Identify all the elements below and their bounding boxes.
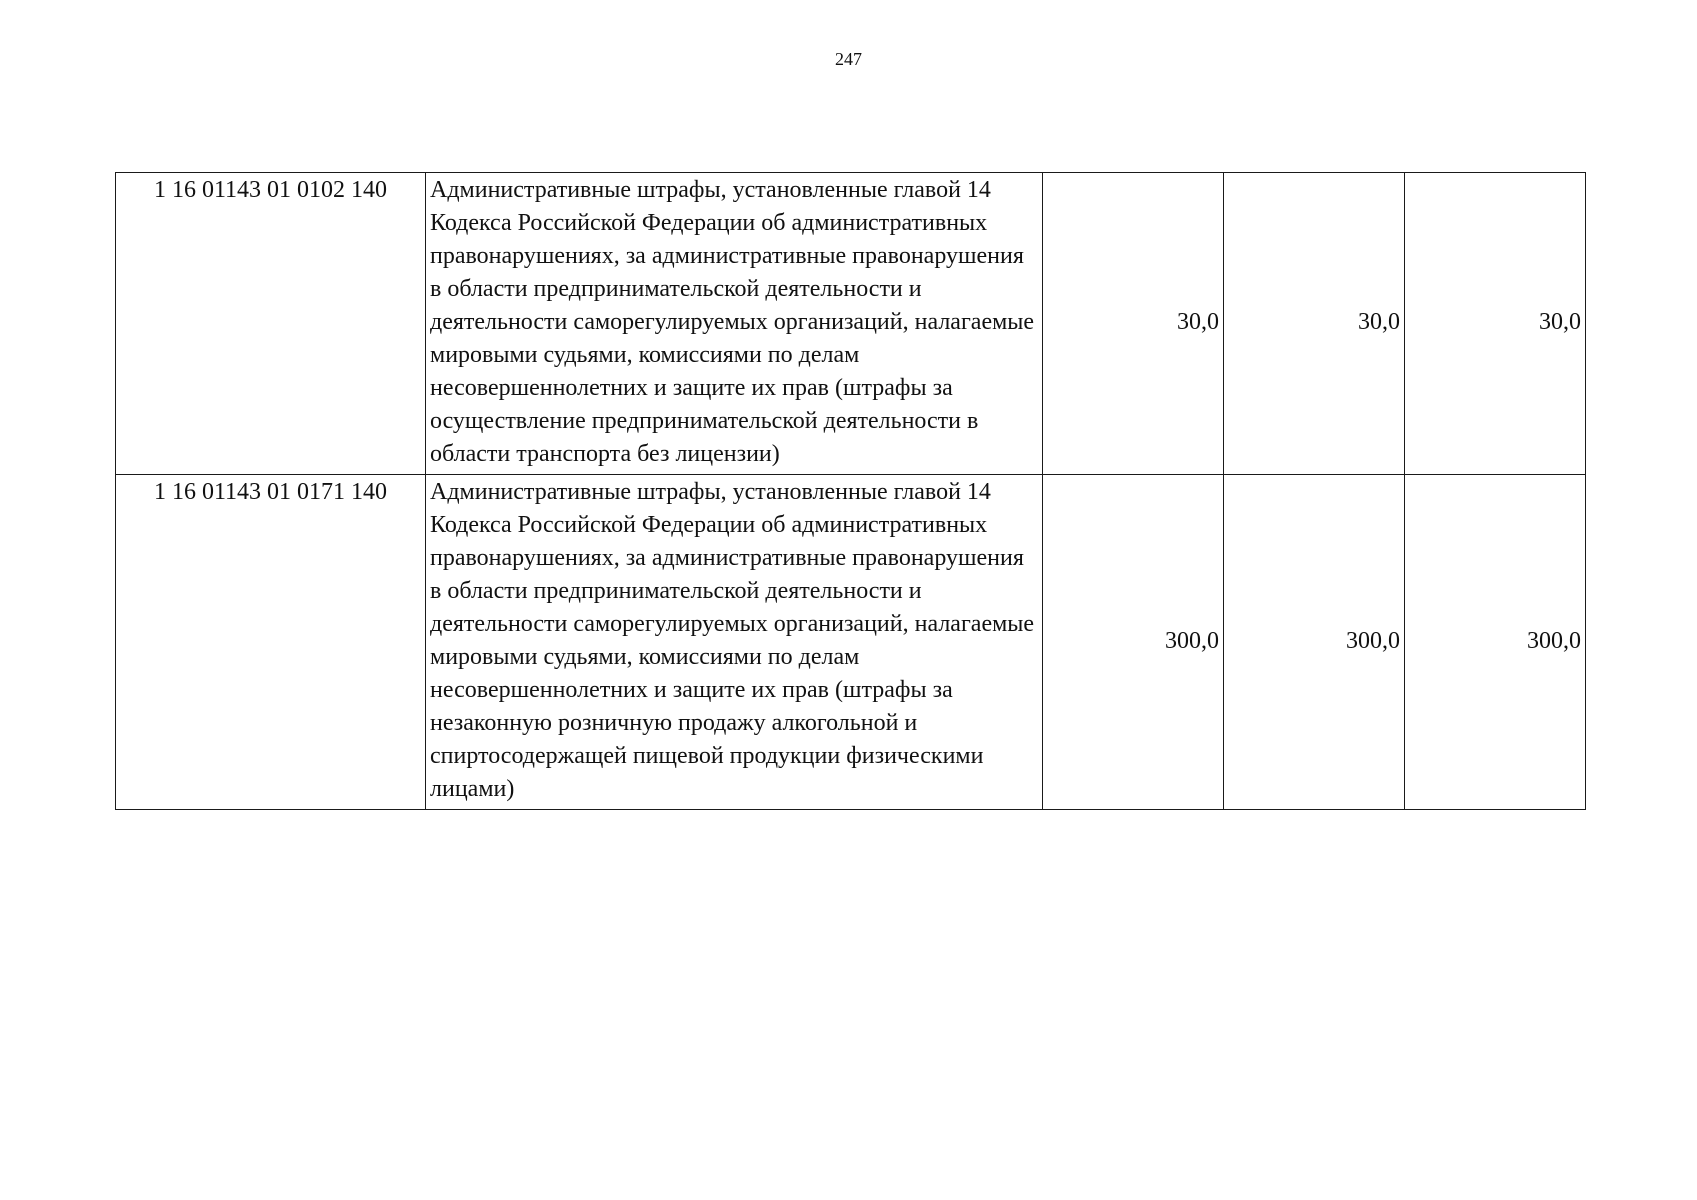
budget-table (115, 172, 1586, 810)
page-number: 247 (835, 49, 862, 69)
budget-code-cell: 1 16 01143 01 0171 140 (116, 475, 426, 810)
value-cell-year-3: 300,0 (1405, 475, 1586, 810)
value-cell-year-3: 30,0 (1405, 173, 1586, 475)
description-cell: Административные штрафы, установленные главой 14 Кодекса Российской Федерации об административных правонарушениях, за административные правонарушения в области предпринимательской деятельности и деятельности саморегулируемых организаций, налагаемые мировыми судьями, комиссиями по делам несовершеннолетних и защите их прав (штрафы за осуществление предпринимательской деятельности в области транспорта без лицензии) (426, 173, 1043, 475)
table-row (116, 173, 1586, 475)
description-cell: Административные штрафы, установленные главой 14 Кодекса Российской Федерации об административных правонарушениях, за административные правонарушения в области предпринимательской деятельности и деятельности саморегулируемых организаций, налагаемые мировыми судьями, комиссиями по делам несовершеннолетних и защите их прав (штрафы за незаконную розничную продажу алкогольной и спиртосодержащей пищевой продукции физическими лицами) (426, 475, 1043, 810)
table-row (116, 475, 1586, 810)
value-cell-year-2: 300,0 (1224, 475, 1405, 810)
value-cell-year-1: 300,0 (1043, 475, 1224, 810)
value-cell-year-2: 30,0 (1224, 173, 1405, 475)
value-cell-year-1: 30,0 (1043, 173, 1224, 475)
budget-code-cell: 1 16 01143 01 0102 140 (116, 173, 426, 475)
